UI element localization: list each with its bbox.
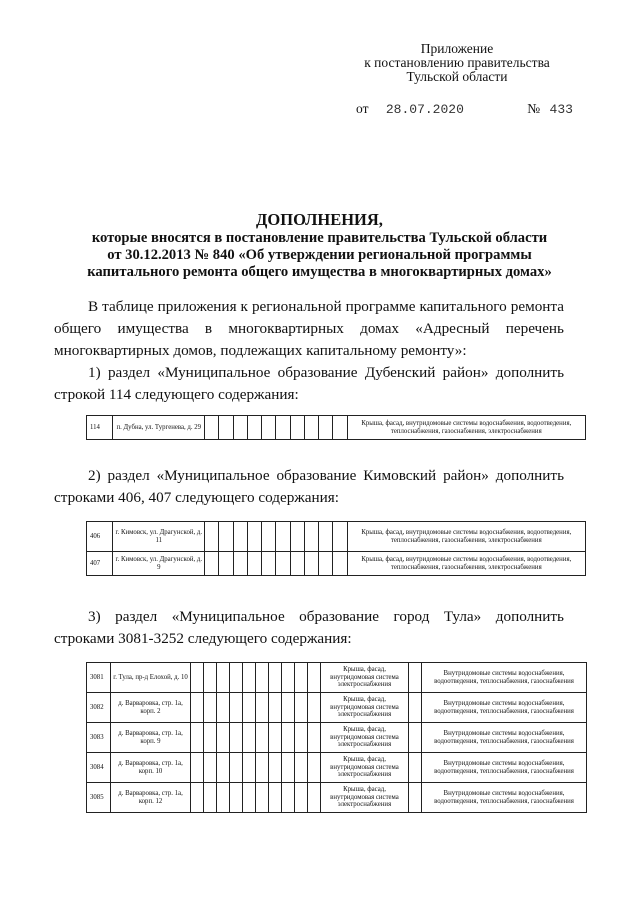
date-prefix: от xyxy=(356,101,369,116)
row-works-stage-1: Крыша, фасад, внутридомовая система электроснабжения xyxy=(321,693,409,723)
empty-cell xyxy=(290,552,304,576)
document-subtitle-line-3: капитального ремонта общего имущества в многоквартирных домах» xyxy=(87,264,552,280)
empty-cell xyxy=(205,522,219,552)
row-works-stage-2: Внутридомовые системы водоснабжения, водоотведения, теплоснабжения, газоснабжения xyxy=(422,663,587,693)
empty-cell xyxy=(276,522,290,552)
empty-cell xyxy=(333,552,347,576)
empty-cell xyxy=(230,693,243,723)
empty-cell xyxy=(282,753,295,783)
empty-cell xyxy=(409,723,422,753)
row-address: г. Тула, пр-д Елохой, д. 10 xyxy=(111,663,191,693)
empty-cell xyxy=(409,693,422,723)
table-row xyxy=(87,552,586,576)
row-address: г. Кимовск, ул. Драгунской, д. 11 xyxy=(113,522,205,552)
empty-cell xyxy=(233,416,247,440)
empty-cell xyxy=(256,693,269,723)
empty-cell xyxy=(290,522,304,552)
empty-cell xyxy=(262,522,276,552)
empty-cell xyxy=(219,522,233,552)
row-works-stage-2: Внутридомовые системы водоснабжения, водоотведения, теплоснабжения, газоснабжения xyxy=(422,693,587,723)
empty-cell xyxy=(204,663,217,693)
appendix-region-line: Тульской области xyxy=(406,69,508,84)
empty-cell xyxy=(308,783,321,813)
empty-cell xyxy=(333,416,347,440)
empty-cell xyxy=(304,416,318,440)
table-row xyxy=(87,783,587,813)
empty-cell xyxy=(262,416,276,440)
empty-cell xyxy=(205,552,219,576)
row-works-stage-1: Крыша, фасад, внутридомовая система электроснабжения xyxy=(321,783,409,813)
empty-cell xyxy=(230,723,243,753)
empty-cell xyxy=(230,753,243,783)
empty-cell xyxy=(204,723,217,753)
empty-cell xyxy=(269,723,282,753)
empty-cell xyxy=(304,522,318,552)
row-works-stage-1: Крыша, фасад, внутридомовая система электроснабжения xyxy=(321,753,409,783)
empty-cell xyxy=(282,693,295,723)
row-number: 3085 xyxy=(87,783,111,813)
empty-cell xyxy=(290,416,304,440)
empty-cell xyxy=(308,693,321,723)
row-works-stage-1: Крыша, фасад, внутридомовая система электроснабжения xyxy=(321,663,409,693)
empty-cell xyxy=(295,753,308,783)
resolution-number: 433 xyxy=(549,102,573,117)
empty-cell xyxy=(269,783,282,813)
empty-cell xyxy=(217,723,230,753)
empty-cell xyxy=(409,783,422,813)
row-address: д. Варваровка, стр. 1а, корп. 2 xyxy=(111,693,191,723)
empty-cell xyxy=(256,663,269,693)
empty-cell xyxy=(333,522,347,552)
empty-cell xyxy=(308,753,321,783)
empty-cell xyxy=(243,783,256,813)
row-address: г. Кимовск, ул. Драгунской, д. 9 xyxy=(113,552,205,576)
empty-cell xyxy=(409,753,422,783)
empty-cell xyxy=(282,783,295,813)
empty-cell xyxy=(233,552,247,576)
table-row xyxy=(87,693,587,723)
empty-cell xyxy=(247,522,261,552)
appendix-label: Приложение xyxy=(420,41,494,56)
empty-cell xyxy=(191,753,204,783)
empty-cell xyxy=(204,693,217,723)
intro-paragraph: В таблице приложения к региональной программе капитального ремонта общего имущества в многоквартирных домах «Адресный перечень многоквартирных домов, подлежащих капитальному ремонту»: xyxy=(54,298,564,359)
row-address: п. Дубна, ул. Тургенева, д. 29 xyxy=(113,416,205,440)
row-address: д. Варваровка, стр. 1а, корп. 9 xyxy=(111,723,191,753)
empty-cell xyxy=(319,522,333,552)
empty-cell xyxy=(247,416,261,440)
empty-cell xyxy=(282,723,295,753)
empty-cell xyxy=(191,723,204,753)
row-works-stage-2: Внутридомовые системы водоснабжения, водоотведения, теплоснабжения, газоснабжения xyxy=(422,783,587,813)
document-title: ДОПОЛНЕНИЯ, xyxy=(256,210,383,229)
empty-cell xyxy=(319,416,333,440)
empty-cell xyxy=(269,663,282,693)
empty-cell xyxy=(256,753,269,783)
empty-cell xyxy=(217,753,230,783)
empty-cell xyxy=(276,416,290,440)
empty-cell xyxy=(217,693,230,723)
section-1-text: 1) раздел «Муниципальное образование Дубенский район» дополнить строкой 114 следующего содержания: xyxy=(54,364,564,403)
section-3-text: 3) раздел «Муниципальное образование город Тула» дополнить строками 3081-3252 следующего содержания: xyxy=(54,608,564,647)
row-works: Крыша, фасад, внутридомовые системы водоснабжения, водоотведения, теплоснабжения, газоснабжения, электроснабжения xyxy=(347,416,585,440)
empty-cell xyxy=(269,753,282,783)
empty-cell xyxy=(217,663,230,693)
empty-cell xyxy=(230,783,243,813)
document-subtitle-line-2: от 30.12.2013 № 840 «Об утверждении региональной программы xyxy=(107,247,532,263)
row-address: д. Варваровка, стр. 1а, корп. 12 xyxy=(111,783,191,813)
row-number: 3083 xyxy=(87,723,111,753)
empty-cell xyxy=(204,753,217,783)
empty-cell xyxy=(243,693,256,723)
empty-cell xyxy=(262,552,276,576)
empty-cell xyxy=(230,663,243,693)
empty-cell xyxy=(304,552,318,576)
empty-cell xyxy=(191,663,204,693)
table-row xyxy=(87,522,586,552)
row-works-stage-2: Внутридомовые системы водоснабжения, водоотведения, теплоснабжения, газоснабжения xyxy=(422,723,587,753)
empty-cell xyxy=(409,663,422,693)
resolution-date: 28.07.2020 xyxy=(385,102,464,117)
empty-cell xyxy=(295,723,308,753)
row-address: д. Варваровка, стр. 1а, корп. 10 xyxy=(111,753,191,783)
row-works-stage-2: Внутридомовые системы водоснабжения, водоотведения, теплоснабжения, газоснабжения xyxy=(422,753,587,783)
table-row xyxy=(87,416,586,440)
row-number: 3084 xyxy=(87,753,111,783)
table-row xyxy=(87,663,587,693)
empty-cell xyxy=(295,783,308,813)
row-works: Крыша, фасад, внутридомовые системы водоснабжения, водоотведения, теплоснабжения, газоснабжения, электроснабжения xyxy=(347,552,585,576)
row-works: Крыша, фасад, внутридомовые системы водоснабжения, водоотведения, теплоснабжения, газоснабжения, электроснабжения xyxy=(347,522,585,552)
empty-cell xyxy=(247,552,261,576)
row-number: 114 xyxy=(87,416,113,440)
empty-cell xyxy=(219,552,233,576)
empty-cell xyxy=(204,783,217,813)
row-number: 3081 xyxy=(87,663,111,693)
empty-cell xyxy=(217,783,230,813)
empty-cell xyxy=(308,663,321,693)
empty-cell xyxy=(269,693,282,723)
empty-cell xyxy=(308,723,321,753)
empty-cell xyxy=(191,693,204,723)
empty-cell xyxy=(256,723,269,753)
row-number: 407 xyxy=(87,552,113,576)
empty-cell xyxy=(295,693,308,723)
empty-cell xyxy=(256,783,269,813)
row-works-stage-1: Крыша, фасад, внутридомовая система электроснабжения xyxy=(321,723,409,753)
number-sign: № xyxy=(527,101,541,116)
section-1-table xyxy=(86,415,586,440)
empty-cell xyxy=(276,552,290,576)
document-subtitle-line-1: которые вносятся в постановление правительства Тульской области xyxy=(91,230,548,246)
section-2-text: 2) раздел «Муниципальное образование Кимовский район» дополнить строками 406, 407 следующего содержания: xyxy=(54,467,564,506)
appendix-header xyxy=(347,42,567,84)
section-3-table xyxy=(86,662,587,813)
row-number: 3082 xyxy=(87,693,111,723)
row-number: 406 xyxy=(87,522,113,552)
empty-cell xyxy=(319,552,333,576)
empty-cell xyxy=(205,416,219,440)
empty-cell xyxy=(282,663,295,693)
empty-cell xyxy=(243,663,256,693)
empty-cell xyxy=(243,753,256,783)
empty-cell xyxy=(219,416,233,440)
table-row xyxy=(87,723,587,753)
resolution-date-line xyxy=(356,101,573,117)
appendix-resolution-line: к постановлению правительства xyxy=(364,55,550,70)
table-row xyxy=(87,753,587,783)
empty-cell xyxy=(233,522,247,552)
section-2-table xyxy=(86,521,586,576)
empty-cell xyxy=(191,783,204,813)
empty-cell xyxy=(295,663,308,693)
empty-cell xyxy=(243,723,256,753)
